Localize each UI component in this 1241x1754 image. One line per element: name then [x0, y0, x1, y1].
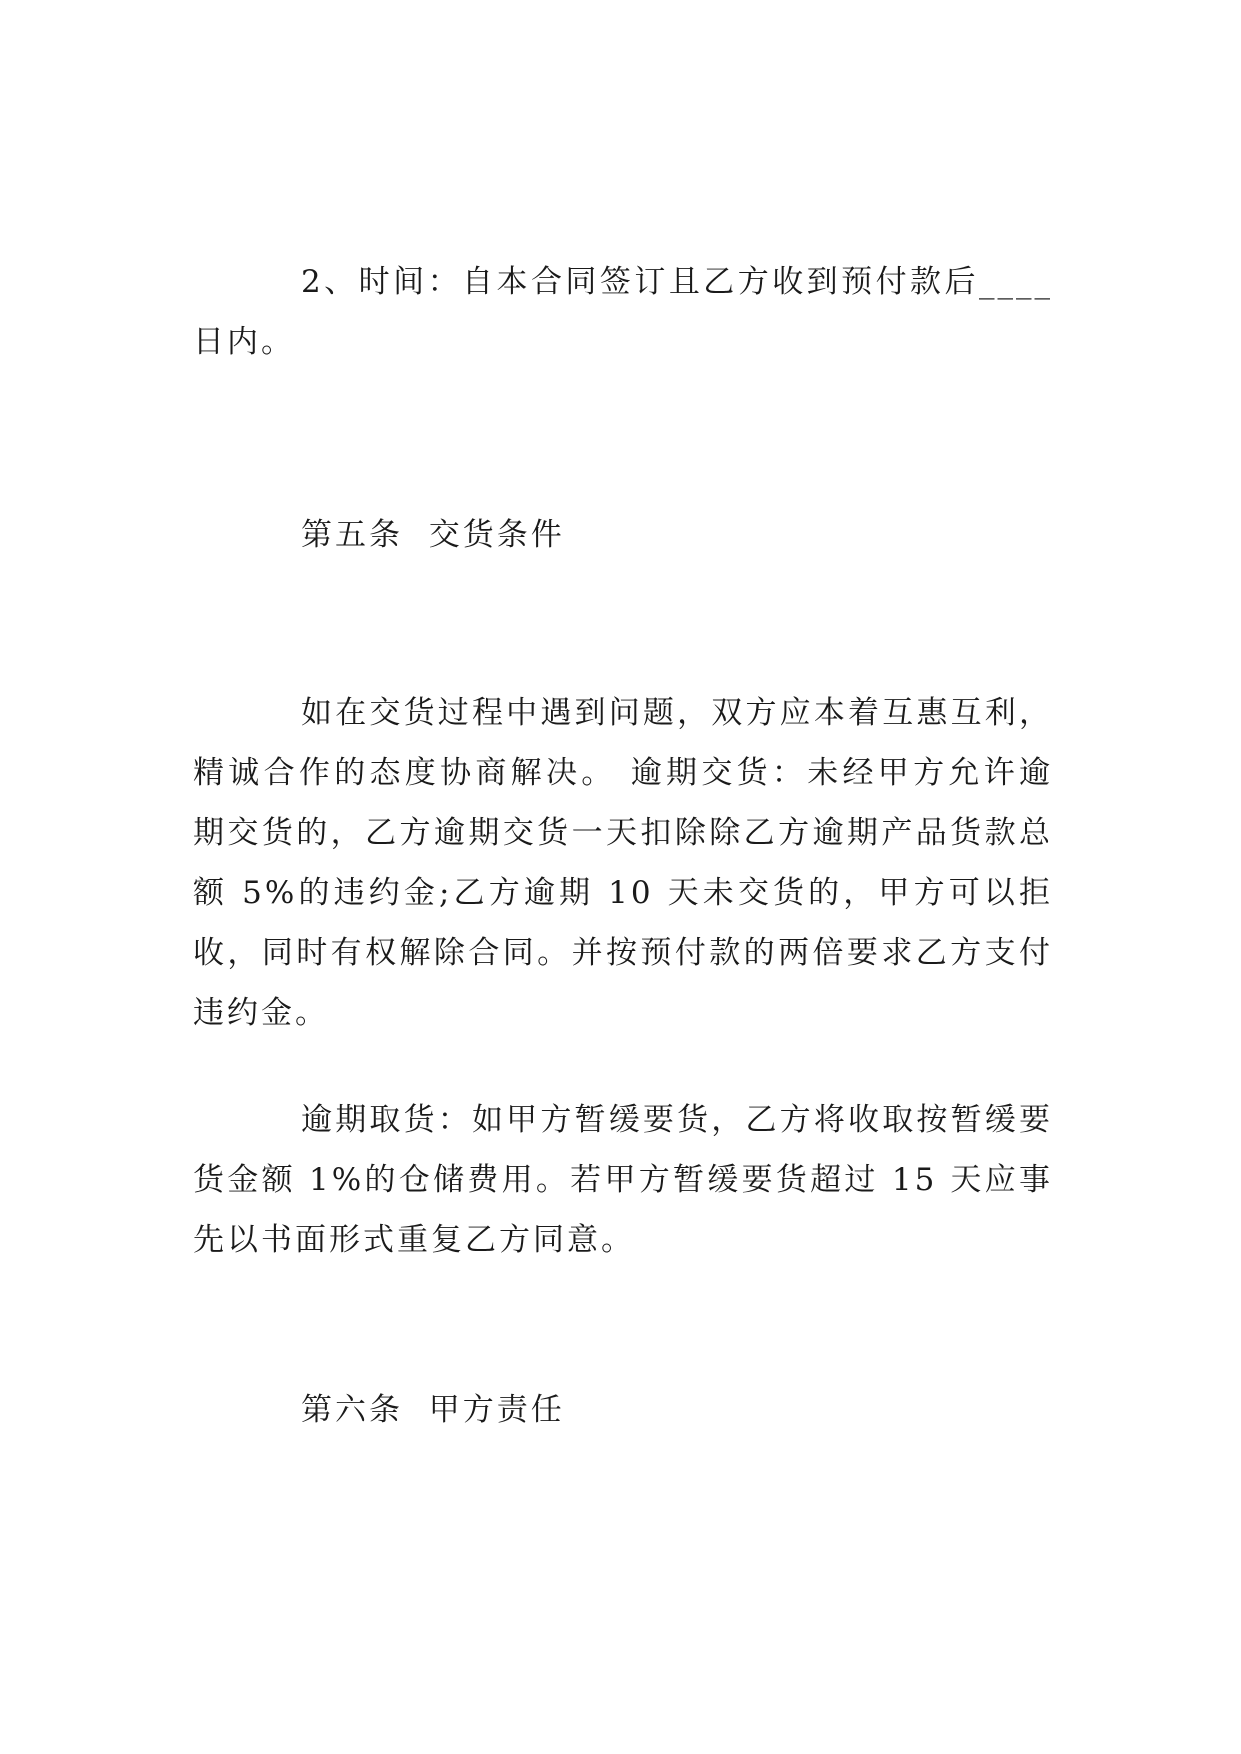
- article-6-heading: 第六条 甲方责任: [301, 1392, 565, 1428]
- delivery-terms-paragraph: 如在交货过程中遇到问题，双方应本着互惠互利，精诚合作的态度协商解决。 逾期交货：未经甲方允许逾期交货的，乙方逾期交货一天扣除除乙方逾期产品货款总额 5%的违约金;乙方逾期 10 天未交货的，甲方可以拒收，同时有权解除合同。并按预付款的两倍要求乙方支付违约金。: [193, 695, 1053, 1031]
- article-5-heading: 第五条 交货条件: [301, 517, 565, 553]
- clause-time-paragraph: 2、时间：自本合同签订且乙方收到预付款后____日内。: [193, 264, 1053, 360]
- late-pickup-paragraph: 逾期取货：如甲方暂缓要货，乙方将收取按暂缓要货金额 1%的仓储费用。若甲方暂缓要货超过 15 天应事先以书面形式重复乙方同意。: [193, 1102, 1053, 1258]
